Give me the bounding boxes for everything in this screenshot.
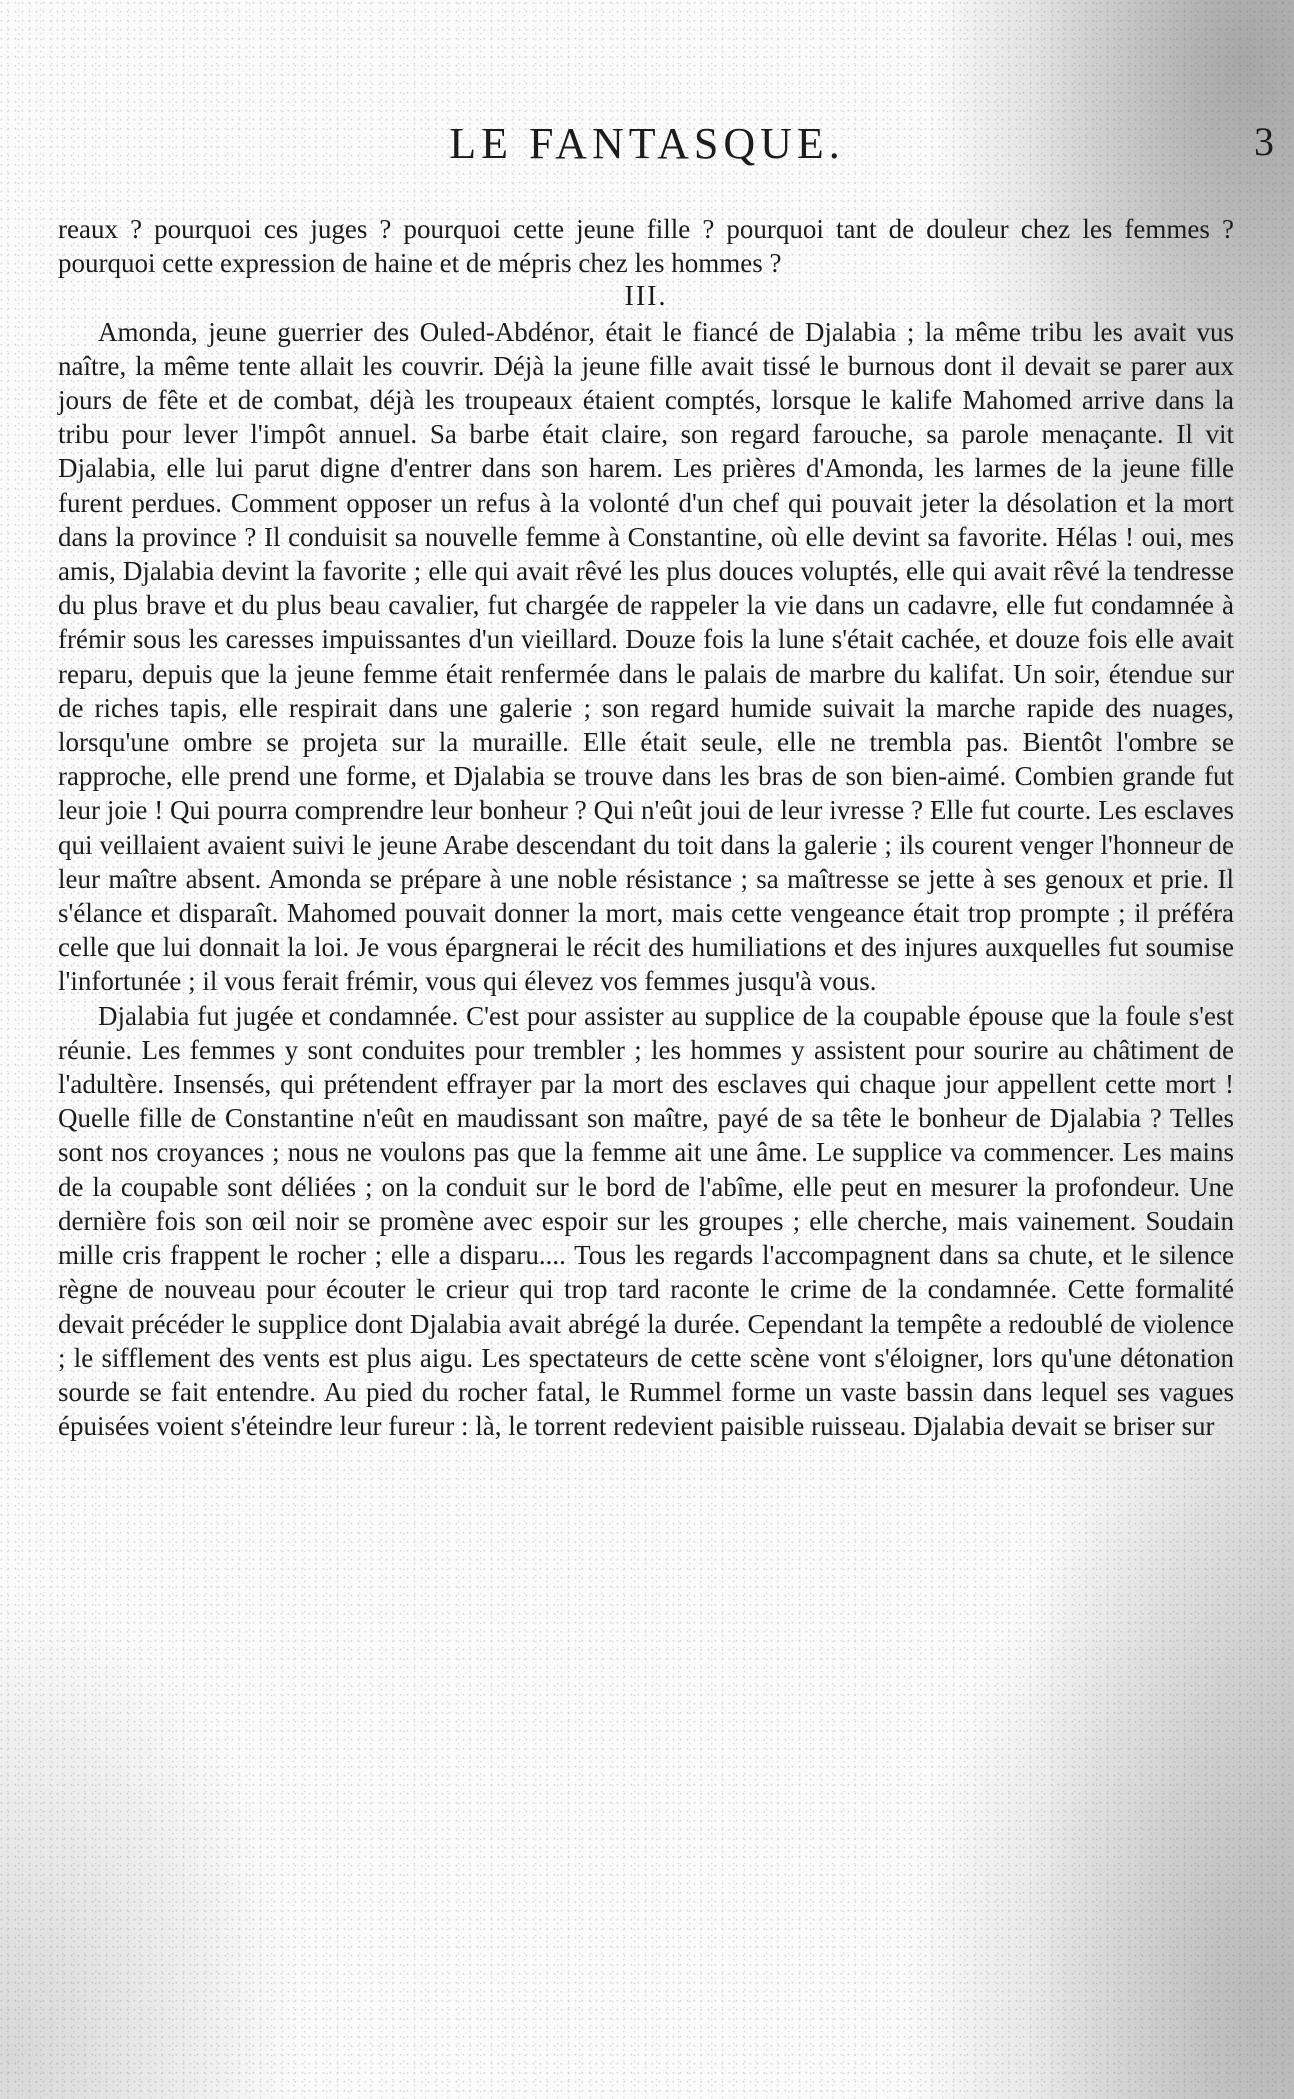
section-heading: III. — [624, 281, 668, 313]
running-title: LE FANTASQUE. — [449, 119, 845, 168]
page-number: 3 — [1254, 119, 1274, 164]
paragraph-amonda: Amonda, jeune guerrier des Ouled-Abdénor, était le fiancé de Djalabia ; la même tribu les avait vus naître, la même tente allait les couvrir. Déjà la jeune fille avait tissé le burnous dont il devait se parer aux jours de fête et de combat, déjà les troupeaux étaient comptés, lorsque le kalife Mahomed arrive dans la tribu pour lever l'impôt annuel. Sa barbe était claire, son regard farouche, sa parole menaçante. Il vit Djalabia, elle lui parut digne d'entrer dans son harem. Les prières d'Amonda, les larmes de la jeune fille furent perdues. Comment opposer un refus à la volonté d'un chef qui pouvait jeter la désolation et la mort dans la province ? Il conduisit sa nouvelle femme à Constantine, où elle devint sa favorite. Hélas ! oui, mes amis, Djalabia devint la favorite ; elle qui avait rêvé les plus douces voluptés, elle qui avait rêvé la tendresse du plus brave et du plus beau cavalier, fut chargée de rappeler la vie dans un cadavre, elle fut condamnée à frémir sous les caresses impuissantes d'un vieillard. Douze fois la lune s'était cachée, et douze fois elle avait reparu, depuis que la jeune femme était renfermée dans le palais de marbre du kalifat. Un soir, étendue sur de riches tapis, elle respirait dans une galerie ; son regard humide suivait la marche rapide des nuages, lorsqu'une ombre se projeta sur la muraille. Elle était seule, elle ne trembla pas. Bientôt l'ombre se rapproche, elle prend une forme, et Djalabia se trouve dans les bras de son bien-aimé. Combien grande fut leur joie ! Qui pourra comprendre leur bonheur ? Qui n'eût joui de leur ivresse ? Elle fut courte. Les esclaves qui veillaient avaient suivi le jeune Arabe descendant du toit dans la galerie ; ils courent venger l'honneur de leur maître absent. Amonda se prépare à une noble résistance ; sa maîtresse se jette à ses genoux et prie. Il s'élance et disparaît. Mahomed pouvait donner la mort, mais cette vengeance était trop prompte ; il préféra celle que lui donnait la loi. Je vous épargnerai le récit des humiliations et des injures auxquelles fut soumise l'infortunée ; il vous ferait frémir, vous qui élevez vos femmes jusqu'à vous. — [58, 316, 1234, 997]
opening-paragraph: reaux ? pourquoi ces juges ? pourquoi cette jeune fille ? pourquoi tant de douleur chez les femmes ? pourquoi cette expression de haine et de mépris chez les hommes ? — [58, 214, 1234, 279]
page-header — [0, 118, 1294, 188]
paragraph-judgement: Djalabia fut jugée et condamnée. C'est pour assister au supplice de la coupable épouse que la foule s'est réunie. Les femmes y sont conduites pour trembler ; les hommes y assistent pour sourire au châtiment de l'adultère. Insensés, qui prétendent effrayer par la mort des esclaves qui chaque jour appellent cette mort ! Quelle fille de Constantine n'eût en maudissant son maître, payé de sa tête le bonheur de Djalabia ? Telles sont nos croyances ; nous ne voulons pas que la femme ait une âme. Le supplice va commencer. Les mains de la coupable sont déliées ; on la conduit sur le bord de l'abîme, elle peut en mesurer la profondeur. Une dernière fois son œil noir se promène avec espoir sur les groupes ; elle cherche, mais vainement. Soudain mille cris frappent le rocher ; elle a disparu.... Tous les regards l'accompagnent dans sa chute, et le silence règne de nouveau pour écouter le crieur qui trop tard raconte le crime de la condamnée. Cette formalité devait précéder le supplice dont Djalabia avait abrégé la durée. Cependant la tempête a redoublé de violence ; le sifflement des vents est plus aigu. Les spectateurs de cette scène vont s'éloigner, lors qu'une détonation sourde se fait entendre. Au pied du rocher fatal, le Rummel forme un vaste bassin dans lequel ses vagues épuisées voient s'éteindre leur fureur : là, le torrent redevient paisible ruisseau. Djalabia devait se briser sur — [58, 1000, 1234, 1442]
body-text — [58, 212, 1234, 1443]
